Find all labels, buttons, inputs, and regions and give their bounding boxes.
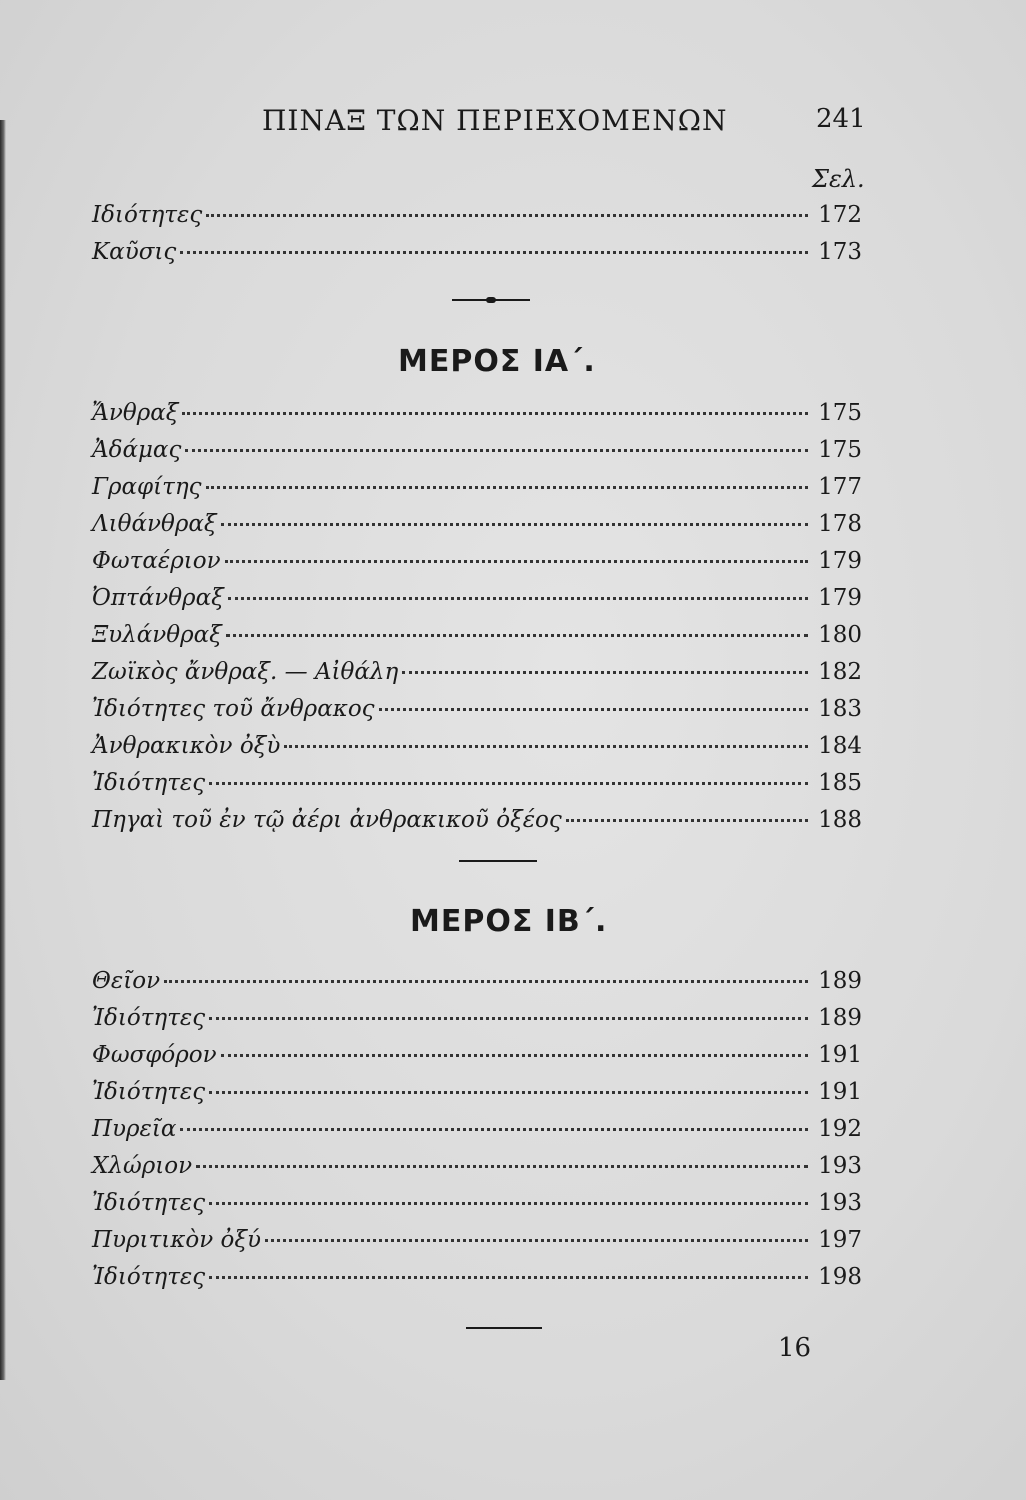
toc-entry <box>92 474 862 510</box>
toc-entry <box>92 1190 862 1226</box>
toc-entry <box>92 807 862 843</box>
toc-entry <box>92 770 862 806</box>
toc-entry-title: Ἰδιότητες <box>92 770 206 796</box>
toc-entry-page: 197 <box>818 1227 862 1253</box>
toc-entry <box>92 1042 862 1078</box>
dot-leader <box>182 412 808 415</box>
toc-entry <box>92 437 862 473</box>
toc-entry-title: Πηγαὶ τοῦ ἐν τῷ ἀέρι ἀνθρακικοῦ ὀξέος <box>92 807 562 833</box>
dot-leader <box>206 214 808 217</box>
toc-entry-title: Χλώριον <box>92 1153 193 1179</box>
toc-entry-title: Φωσφόρον <box>92 1042 217 1068</box>
toc-entry-page: 184 <box>818 733 862 759</box>
toc-entry-title: Ὀπτάνθραξ <box>92 585 224 611</box>
dot-leader <box>185 449 808 452</box>
dot-leader <box>221 1054 808 1057</box>
section-divider <box>466 1327 542 1329</box>
toc-entry-title: Ιδιότητες <box>92 202 203 228</box>
section-divider <box>459 860 537 862</box>
dot-leader <box>164 980 808 983</box>
toc-entry-page: 189 <box>818 968 862 994</box>
toc-entry-page: 178 <box>818 511 862 537</box>
toc-entry <box>92 733 862 769</box>
toc-entry <box>92 622 862 658</box>
dot-leader <box>180 1128 808 1131</box>
toc-entry-page: 179 <box>818 585 862 611</box>
dot-leader <box>209 782 808 785</box>
toc-entry <box>92 696 862 732</box>
toc-entry-title: Καῦσις <box>92 239 177 265</box>
dot-leader <box>196 1165 808 1168</box>
toc-entry-page: 193 <box>818 1153 862 1179</box>
toc-entry-page: 198 <box>818 1264 862 1290</box>
toc-entry-page: 191 <box>818 1079 862 1105</box>
toc-entry-page: 172 <box>818 202 862 228</box>
toc-entry-page: 180 <box>818 622 862 648</box>
dot-leader <box>209 1202 808 1205</box>
toc-entry-title: Ἰδιότητες <box>92 1264 206 1290</box>
dot-leader <box>209 1276 808 1279</box>
toc-entry <box>92 239 862 275</box>
dot-leader <box>226 634 808 637</box>
toc-entry-title: Ζωϊκὸς ἄνθραξ. — Αἰθάλη <box>92 659 399 685</box>
toc-entry-title: Γραφίτης <box>92 474 202 500</box>
part-heading: ΜΕΡΟΣ ΙΑ΄. <box>398 344 596 379</box>
toc-entry <box>92 1116 862 1152</box>
toc-entry-title: Ἰδιότητες <box>92 1079 206 1105</box>
toc-entry-title: Λιθάνθραξ <box>92 511 217 537</box>
page-number: 241 <box>816 104 866 134</box>
toc-entry-page: 189 <box>818 1005 862 1031</box>
toc-entry <box>92 1153 862 1189</box>
toc-entry-page: 179 <box>818 548 862 574</box>
dot-leader <box>379 708 808 711</box>
toc-entry-page: 193 <box>818 1190 862 1216</box>
toc-entry <box>92 1079 862 1115</box>
dot-leader <box>284 745 808 748</box>
toc-entry-title: Ἀνθρακικὸν ὀξὺ <box>92 733 281 759</box>
dot-leader <box>225 560 808 563</box>
toc-entry-title: Ἄνθραξ <box>92 400 179 426</box>
toc-entry-page: 192 <box>818 1116 862 1142</box>
binding-shadow <box>0 120 6 1380</box>
toc-entry-page: 185 <box>818 770 862 796</box>
part-heading: ΜΕΡΟΣ ΙΒ΄. <box>410 904 608 939</box>
dot-leader <box>180 251 808 254</box>
toc-entry <box>92 202 862 238</box>
toc-entry-page: 188 <box>818 807 862 833</box>
toc-entry-title: Ἰδιότητες τοῦ ἄνθρακος <box>92 696 375 722</box>
toc-entry <box>92 659 862 695</box>
toc-entry-page: 183 <box>818 696 862 722</box>
toc-entry-page: 177 <box>818 474 862 500</box>
dot-leader <box>221 523 808 526</box>
dot-leader <box>209 1017 808 1020</box>
toc-entry-title: Πυρεῖα <box>92 1116 177 1142</box>
toc-entry-page: 173 <box>818 239 862 265</box>
dot-leader <box>566 819 808 822</box>
page-title: ΠΙΝΑΞ ΤΩΝ ΠΕΡΙΕΧΟΜΕΝΩΝ <box>262 104 728 137</box>
toc-entry-title: Φωταέριον <box>92 548 221 574</box>
toc-entry <box>92 511 862 547</box>
dot-leader <box>228 597 808 600</box>
toc-entry <box>92 548 862 584</box>
toc-entry-page: 175 <box>818 400 862 426</box>
toc-entry <box>92 1227 862 1263</box>
dot-leader <box>402 671 808 674</box>
toc-entry-title: Ἀδάμας <box>92 437 182 463</box>
divider-ornament <box>486 297 496 303</box>
toc-entry-page: 191 <box>818 1042 862 1068</box>
toc-entry-page: 182 <box>818 659 862 685</box>
toc-entry <box>92 968 862 1004</box>
toc-entry-page: 175 <box>818 437 862 463</box>
dot-leader <box>265 1239 808 1242</box>
toc-entry-title: Πυριτικὸν ὀξύ <box>92 1227 262 1253</box>
dot-leader <box>209 1091 808 1094</box>
toc-entry <box>92 1264 862 1300</box>
toc-entry <box>92 1005 862 1041</box>
signature-mark: 16 <box>778 1333 812 1363</box>
toc-entry-title: Ἰδιότητες <box>92 1005 206 1031</box>
toc-entry-title: Ἰδιότητες <box>92 1190 206 1216</box>
toc-entry <box>92 585 862 621</box>
dot-leader <box>206 486 808 489</box>
toc-entry-title: Θεῖον <box>92 968 161 994</box>
page-column-label: Σελ. <box>812 165 865 193</box>
toc-entry <box>92 400 862 436</box>
toc-entry-title: Ξυλάνθραξ <box>92 622 222 648</box>
